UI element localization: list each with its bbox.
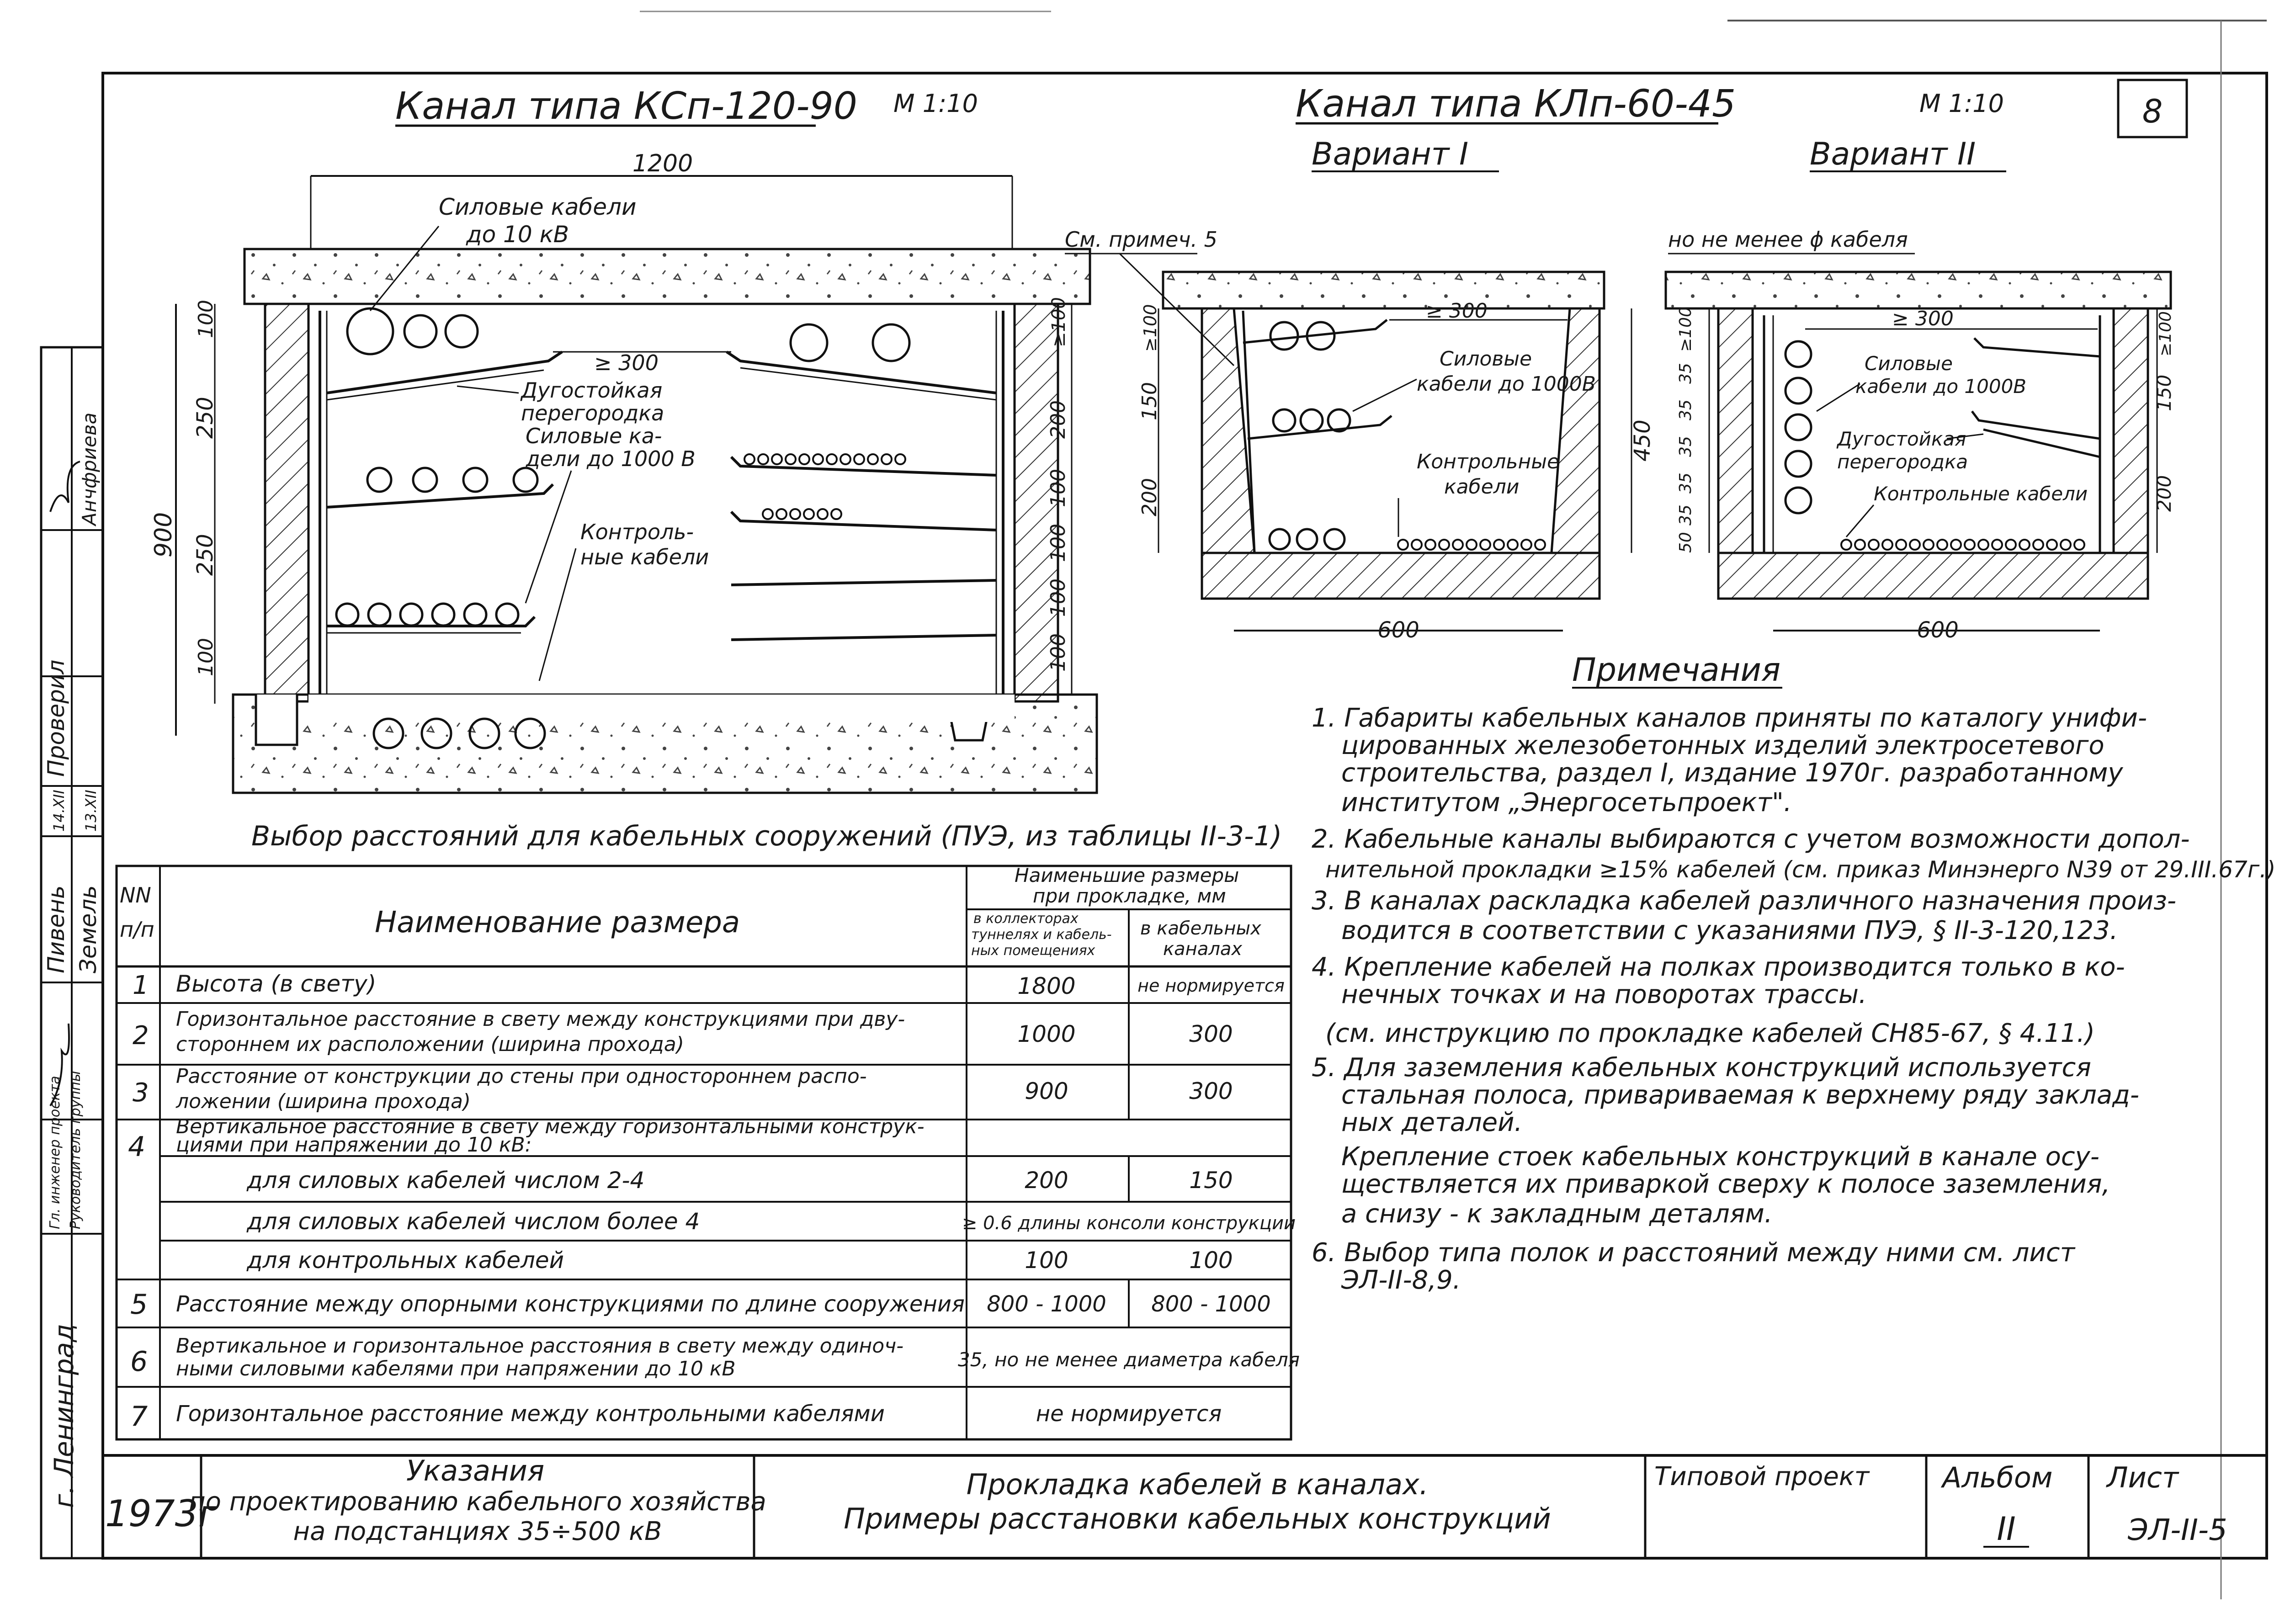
note-line-4: институтом „Энергосетьпроект". [1341, 788, 1792, 817]
subject-line-1: Прокладка кабелей в каналах. [966, 1468, 1429, 1501]
v2-dim-right-2: 150 [2153, 374, 2175, 411]
dim-right-3: 100 [1047, 469, 1070, 507]
sheet-label: Лист [2107, 1461, 2179, 1494]
v2-label-control: Контрольные кабели [1874, 483, 2088, 505]
v2-power-column [1785, 341, 1811, 513]
doc-line-1: Указания [406, 1454, 545, 1487]
row4-n: 4 [128, 1131, 146, 1163]
row2-name: Горизонтальное расстояние в свету между конструкциями при дву-стороннем их расположении (ширина прохода) [176, 1008, 905, 1056]
row2-n: 2 [133, 1021, 149, 1051]
label-min-gap: ≥ 300 [594, 350, 659, 375]
row4a-v2: 150 [1189, 1167, 1233, 1194]
note-line-12: 5. Для заземления кабельных конструкций используется [1312, 1053, 2091, 1083]
row4a-v1: 200 [1025, 1167, 1068, 1194]
v2-label-arc: Дугостойкая перегородка [1837, 428, 1968, 473]
v1-dim-450: 450 [1630, 419, 1655, 462]
variant2-title: Вариант II [1810, 136, 1976, 172]
row4c-name: для контрольных кабелей [247, 1247, 564, 1274]
note-line-8: водится в соответствии с указаниями ПУЭ, § II-3-120,123. [1341, 916, 2118, 945]
page-number: 8 [2142, 93, 2163, 130]
row4c-v1: 100 [1025, 1247, 1068, 1274]
variant2-section [1666, 272, 2175, 643]
row6-name: Вертикальное и горизонтальное расстояния в свету между одиноч-ными силовыми кабелями при напряжении до 10 кВ [176, 1334, 904, 1380]
head-col2: в кабельных каналах [1140, 918, 1261, 960]
album-value: II [1997, 1510, 2016, 1548]
v1-dim-left-2: 150 [1138, 382, 1161, 420]
note-line-19: ЭЛ-II-8,9. [1341, 1265, 1461, 1295]
right-shelf-1 [727, 352, 996, 393]
stamp-name-3: Анчфриева [78, 412, 101, 525]
dim-left-3: 250 [192, 534, 218, 576]
row1-n: 1 [133, 971, 149, 1000]
v2-dim-left-7: 50 [1676, 532, 1695, 553]
stamp-name-2: Земель [75, 885, 101, 973]
row3-v1: 900 [1025, 1078, 1068, 1104]
note-line-11: (см. инструкцию по прокладке кабелей СН85-67, § 4.11.) [1325, 1019, 2095, 1048]
row2-v1: 1000 [1017, 1021, 1076, 1047]
v2-control-row [1841, 540, 2084, 550]
right-shelf-5 [731, 635, 996, 640]
v2-dim-600: 600 [1917, 617, 1959, 643]
row4c-v2: 100 [1189, 1247, 1233, 1274]
stamp-role-3: Проверил [43, 659, 69, 777]
doc-line-2: по проектированию кабельного хозяйства [189, 1487, 766, 1517]
v2-label-power: Силовые кабели до 1000В [1855, 352, 2027, 398]
v1-control-row [1398, 540, 1545, 550]
album-label: Альбом [1942, 1461, 2053, 1494]
label-not-less: но не менее ϕ кабеля [1668, 227, 1908, 252]
note-line-9: 4. Крепление кабелей на полках производится только в ко- [1312, 952, 2125, 982]
left-wall [265, 304, 308, 701]
year: 1973г [105, 1492, 218, 1535]
distance-table [117, 820, 1300, 1439]
v2-dim-left-2: 35 [1676, 363, 1695, 384]
v2-dim-left-5: 35 [1676, 472, 1695, 494]
v1-label-power: Силовые кабели до 1000В [1417, 347, 1596, 396]
dim-right-5: 100 [1047, 578, 1070, 617]
v2-dim-left-6: 35 [1676, 504, 1695, 525]
left-cables-bottom-shelf [336, 604, 518, 626]
sheet-value: ЭЛ-II-5 [2128, 1513, 2227, 1547]
notes-title: Примечания [1572, 651, 1781, 689]
row4b-name: для силовых кабелей числом более 4 [247, 1208, 700, 1235]
drawing2-title: Канал типа КЛп-60-45 [1296, 82, 1736, 126]
channel-klp-60-45 [1065, 82, 2175, 643]
head-group: Наименьшие размеры при прокладке, мм [1015, 864, 1239, 907]
note-line-7: 3. В каналах раскладка кабелей различного назначения произ- [1312, 886, 2177, 916]
note-line-1: 1. Габариты кабельных каналов приняты по каталогу унифи- [1312, 703, 2147, 733]
title-block [103, 1454, 2267, 1558]
drawing2-scale: М 1:10 [1919, 89, 2004, 118]
drawing1-title: Канал типа КСп-120-90 [395, 85, 857, 128]
right-control-cables-1 [744, 454, 905, 464]
dim-left-2: 250 [192, 397, 218, 439]
row1-name: Высота (в свету) [176, 971, 377, 997]
row6-n: 6 [130, 1346, 148, 1378]
label-power-1000v: Силовые ка-дели до 1000 В [526, 424, 696, 471]
note-line-2: цированных железобетонных изделий электросетевого [1341, 731, 2104, 760]
subject-line-2: Примеры расстановки кабельных конструкций [844, 1502, 1551, 1535]
left-power-cables-1000v [367, 468, 537, 492]
left-approval-stamp [41, 347, 103, 1558]
note-line-6: нительной прокладки ≥15% кабелей (см. приказ Минэнерго N39 от 29.III.67г.) [1325, 856, 2276, 883]
row1-v2: не нормируется [1137, 976, 1285, 996]
v1-dim-left-1: ≥100 [1140, 304, 1160, 352]
right-control-cables-2 [763, 509, 841, 519]
doc-line-3: на подстанциях 35÷500 кВ [293, 1517, 662, 1546]
variant1-title: Вариант I [1312, 136, 1469, 172]
note-line-13: стальная полоса, привариваемая к верхнему ряду заклад- [1341, 1080, 2140, 1110]
left-power-cables-10kv [347, 308, 478, 354]
label-power-10kv: Силовые кабели до 10 кВ [439, 194, 637, 248]
left-shelf-2 [327, 484, 553, 507]
row7-n: 7 [130, 1401, 148, 1433]
v1-min-gap: ≥ 300 [1426, 299, 1488, 323]
top-slab [244, 249, 1090, 304]
head-name: Наименование размера [375, 906, 740, 939]
dim-1200: 1200 [632, 150, 693, 177]
variant1-section [1138, 272, 1655, 643]
row3-name: Расстояние от конструкции до стены при одностороннем распо-ложении (ширина прохода) [176, 1065, 867, 1113]
label-arc-partition: Дугостойкая перегородка [521, 378, 664, 425]
row4b-v1: ≥ 0.6 длины консоли конструкции [962, 1213, 1296, 1234]
head-nn: NN п/п [120, 883, 154, 942]
dim-right-6: 100 [1047, 633, 1070, 672]
row4-name: Вертикальное расстояние в свету между горизонтальными конструк-циями при напряжении до 10 кВ: [176, 1115, 925, 1157]
v1-label-control: Контрольные кабели [1417, 450, 1560, 499]
v2-dim-right-3: 200 [2153, 475, 2175, 512]
dim-left-4: 100 [194, 638, 218, 676]
note-line-10: нечных точках и на поворотах трассы. [1341, 980, 1867, 1009]
row5-n: 5 [130, 1289, 148, 1321]
note-line-3: строительства, раздел I, издание 1970г. разработанному [1341, 758, 2123, 788]
row7-v1: не нормируется [1036, 1401, 1222, 1427]
row3-n: 3 [133, 1078, 149, 1108]
right-shelf-3 [731, 512, 996, 530]
note-line-17: а снизу - к закладным деталям. [1341, 1199, 1773, 1229]
row3-v2: 300 [1189, 1078, 1233, 1104]
row7-name: Горизонтальное расстояние между контрольными кабелями [176, 1401, 885, 1427]
row4a-name: для силовых кабелей числом 2-4 [247, 1167, 645, 1194]
label-control: Контроль-ные кабели [580, 520, 709, 569]
v2-dim-left-4: 35 [1676, 436, 1695, 457]
v2-dim-left-1: ≥100 [1676, 307, 1695, 352]
dim-left-1: 100 [194, 300, 218, 338]
stamp-role-2: Руководитель группы [68, 1071, 84, 1229]
v2-dim-left-3: 35 [1676, 399, 1695, 420]
note-line-14: ных деталей. [1341, 1108, 1523, 1137]
label-see-note5: См. примеч. 5 [1065, 227, 1217, 252]
stamp-city: г. Ленинград [48, 1323, 80, 1508]
drawing1-scale: М 1:10 [893, 89, 978, 118]
row5-name: Расстояние между опорными конструкциями по длине сооружения [176, 1291, 965, 1317]
row1-v1: 1800 [1017, 973, 1076, 999]
v2-dim-right-1: ≥100 [2156, 311, 2175, 356]
v1-dim-left-3: 200 [1138, 478, 1161, 516]
notes [1312, 651, 2276, 1295]
row5-v1: 800 - 1000 [987, 1291, 1106, 1317]
row6-v1: 35, но не менее диаметра кабеля [957, 1348, 1300, 1371]
signature-1 [50, 462, 80, 512]
note-line-16: ществляется их приваркой сверху к полосе заземления, [1341, 1169, 2110, 1199]
dim-right-1: ≥100 [1048, 297, 1069, 347]
stamp-role-1: Гл. инженер проекта [47, 1076, 63, 1229]
note-line-18: 6. Выбор типа полок и расстояний между ними см. лист [1312, 1238, 2075, 1268]
row5-v2: 800 - 1000 [1151, 1291, 1271, 1317]
head-col1: в коллекторах туннелях и кабель-ных помещениях [971, 911, 1112, 959]
dim-right-4: 100 [1047, 524, 1070, 562]
stamp-date-2: 13.XII [82, 790, 100, 832]
stamp-date-1: 14.XII [50, 790, 68, 832]
channel-ksp-120-90 [150, 85, 1097, 793]
dim-900: 900 [150, 512, 177, 557]
typical-project: Типовой проект [1654, 1462, 1870, 1491]
table-title: Выбор расстояний для кабельных сооружений (ПУЭ, из таблицы II-3-1) [251, 820, 1282, 852]
v1-dim-600: 600 [1377, 617, 1419, 643]
dim-right-2: 200 [1047, 400, 1070, 439]
right-shelf-4 [731, 580, 996, 585]
stamp-name-1: Пивень [43, 885, 69, 973]
note-line-15: Крепление стоек кабельных конструкций в канале осу- [1341, 1142, 2099, 1172]
note-line-5: 2. Кабельные каналы выбираются с учетом возможности допол- [1312, 824, 2190, 854]
row2-v2: 300 [1189, 1021, 1233, 1047]
v2-min-gap: ≥ 300 [1892, 307, 1954, 330]
